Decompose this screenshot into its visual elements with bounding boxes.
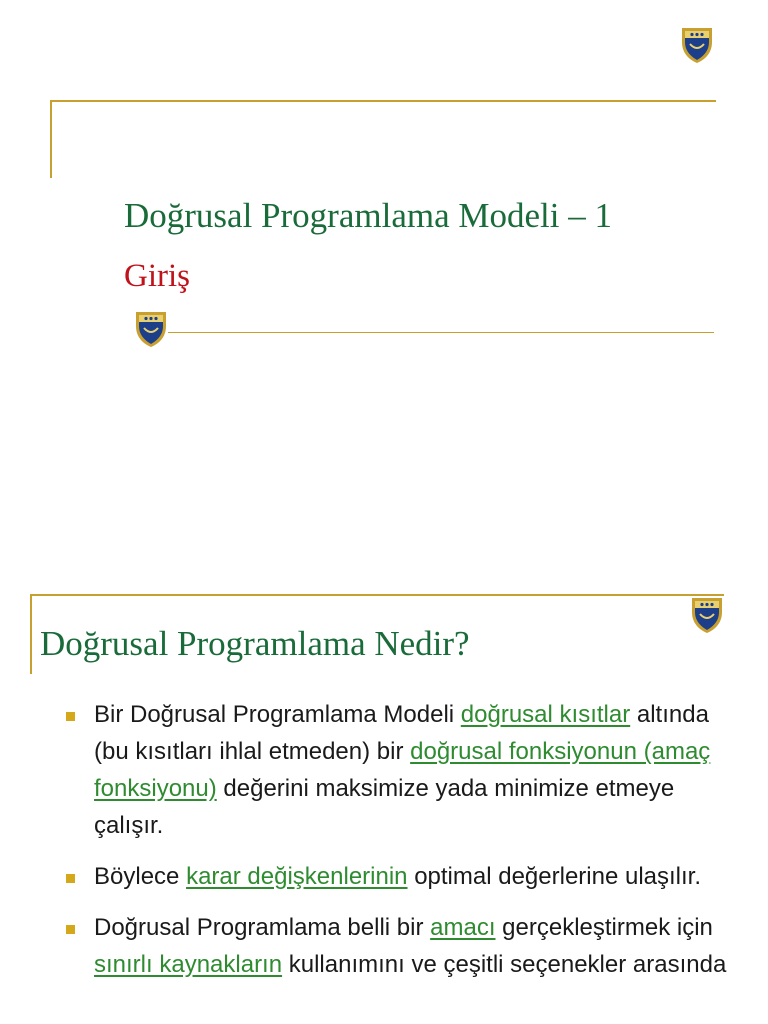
bullet-text: optimal değerlerine ulaşılır. <box>414 863 702 890</box>
bullet-item <box>66 909 746 983</box>
bullet-text: Doğrusal Programlama belli bir <box>94 914 431 941</box>
link-karar-degiskenleri[interactable]: karar değişkenlerinin <box>186 863 408 890</box>
slide-title: Doğrusal Programlama Modeli – 1 <box>124 196 612 235</box>
subtitle-gold-rule <box>168 332 714 333</box>
top-gold-rule <box>50 100 716 102</box>
slide-title: Doğrusal Programlama Nedir? <box>40 624 470 663</box>
link-dogrusal-fonksiyon[interactable]: doğrusal fonksiyonun (amaç fonksiyonu) <box>94 738 711 802</box>
bullet-text: değerini maksimize yada minimize etmeye çalışır. <box>94 775 675 839</box>
university-crest-icon <box>690 596 724 634</box>
link-amaci[interactable]: amacı <box>430 914 496 941</box>
slide-subtitle: Giriş <box>124 258 190 294</box>
left-gold-rule <box>50 100 52 178</box>
square-bullet-icon <box>66 874 75 883</box>
link-dogrusal-kisitlar[interactable]: doğrusal kısıtlar <box>460 701 631 728</box>
university-crest-icon <box>680 26 714 64</box>
bullet-item <box>66 858 746 895</box>
top-gold-rule <box>30 594 724 596</box>
content-slide <box>0 580 768 1024</box>
left-gold-rule <box>30 594 32 674</box>
bullet-list <box>66 696 746 997</box>
square-bullet-icon <box>66 712 75 721</box>
bullet-text: altında (bu kısıtları ihlal etmeden) bir <box>94 701 709 765</box>
bullet-item <box>66 696 746 844</box>
bullet-text: Böylece <box>94 863 187 890</box>
bullet-text: Bir Doğrusal Programlama Modeli <box>94 701 461 728</box>
university-crest-icon <box>134 310 168 348</box>
square-bullet-icon <box>66 925 75 934</box>
link-sinirli-kaynaklar[interactable]: sınırlı kaynakların <box>94 951 283 978</box>
bullet-text: kullanımını ve çeşitli seçenekler arasında <box>288 951 727 978</box>
bullet-text: gerçekleştirmek için <box>502 914 713 941</box>
